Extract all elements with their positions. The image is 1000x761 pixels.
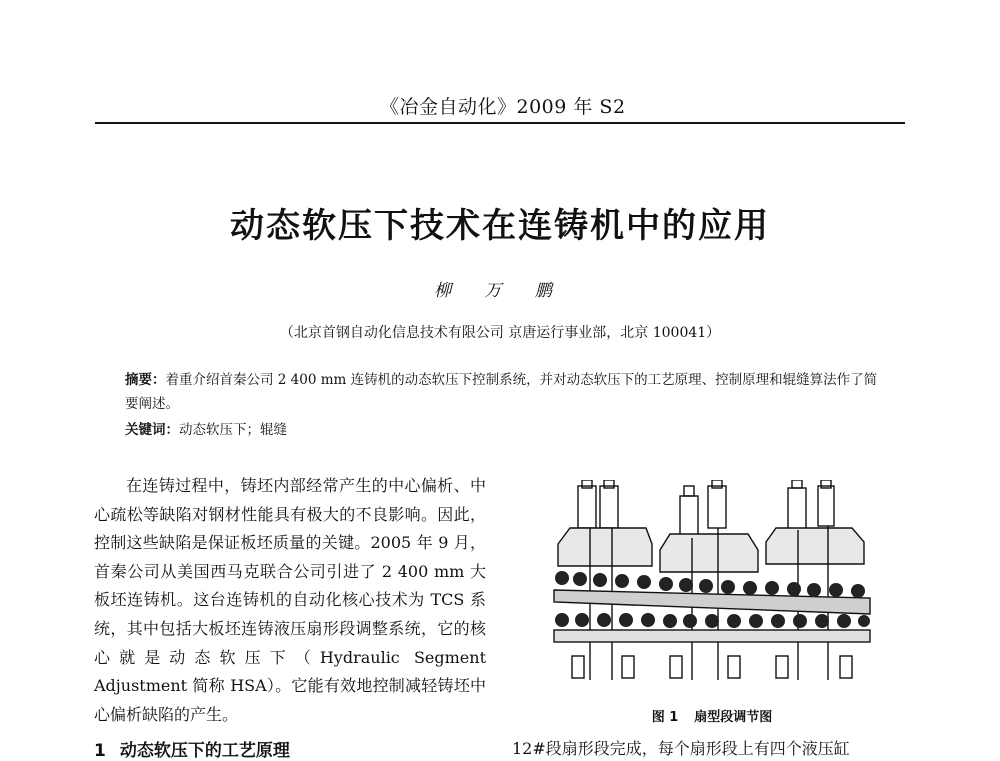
abstract-text: 着重介绍首秦公司 2 400 mm 连铸机的动态软压下控制系统，并对动态软压下的工艺原理、控制原理和辊缝算法作了简要阐述。 [125,372,878,412]
figure-label: 图 1 [651,710,679,725]
author: 柳 万 鹏 [434,281,566,301]
paper-title: 动态软压下技术在连铸机中的应用 [230,206,770,246]
body-paragraph: 在连铸过程中，铸坯内部经常产生的中心偏析、中心疏松等缺陷对钢材性能具有极大的不良影响。因此，控制这些缺陷是保证板坯质量的关键。2005 年 9 月，首秦公司从美国西马克联合公司引进了 2 400 mm 大板坯连铸机。这台连铸机的自动化核心技术为 TCS 系统，其中包括大板坯连铸液压扇形段调整系统，它的核心就是动态软压下（Hydraulic Segment Adjustment 简称 HSA）。它能有效地控制减轻铸坯中心偏析缺陷的产生。 [94,476,486,724]
body-left-column [94,472,486,729]
abstract-label: 摘要： [125,372,166,388]
journal-header: 《冶金自动化》2009 年 S2 [380,96,626,118]
figure-caption [552,706,872,725]
section-heading [94,736,486,761]
section-number: 1 [94,741,106,761]
keywords-text: 动态软压下；辊缝 [179,422,287,438]
header-rule [95,122,905,124]
segment-adjustment-figure [552,480,872,690]
figure-caption-text: 扇型段调节图 [694,710,773,725]
section-title: 动态软压下的工艺原理 [119,741,290,761]
affiliation: （北京首钢自动化信息技术有限公司 京唐运行事业部，北京 100041） [279,325,721,341]
right-column-text: 12#段扇形段完成，每个扇形段上有四个液压缸 [512,739,850,758]
abstract [125,368,885,416]
keywords-label: 关键词： [125,422,179,438]
keywords [125,418,885,442]
